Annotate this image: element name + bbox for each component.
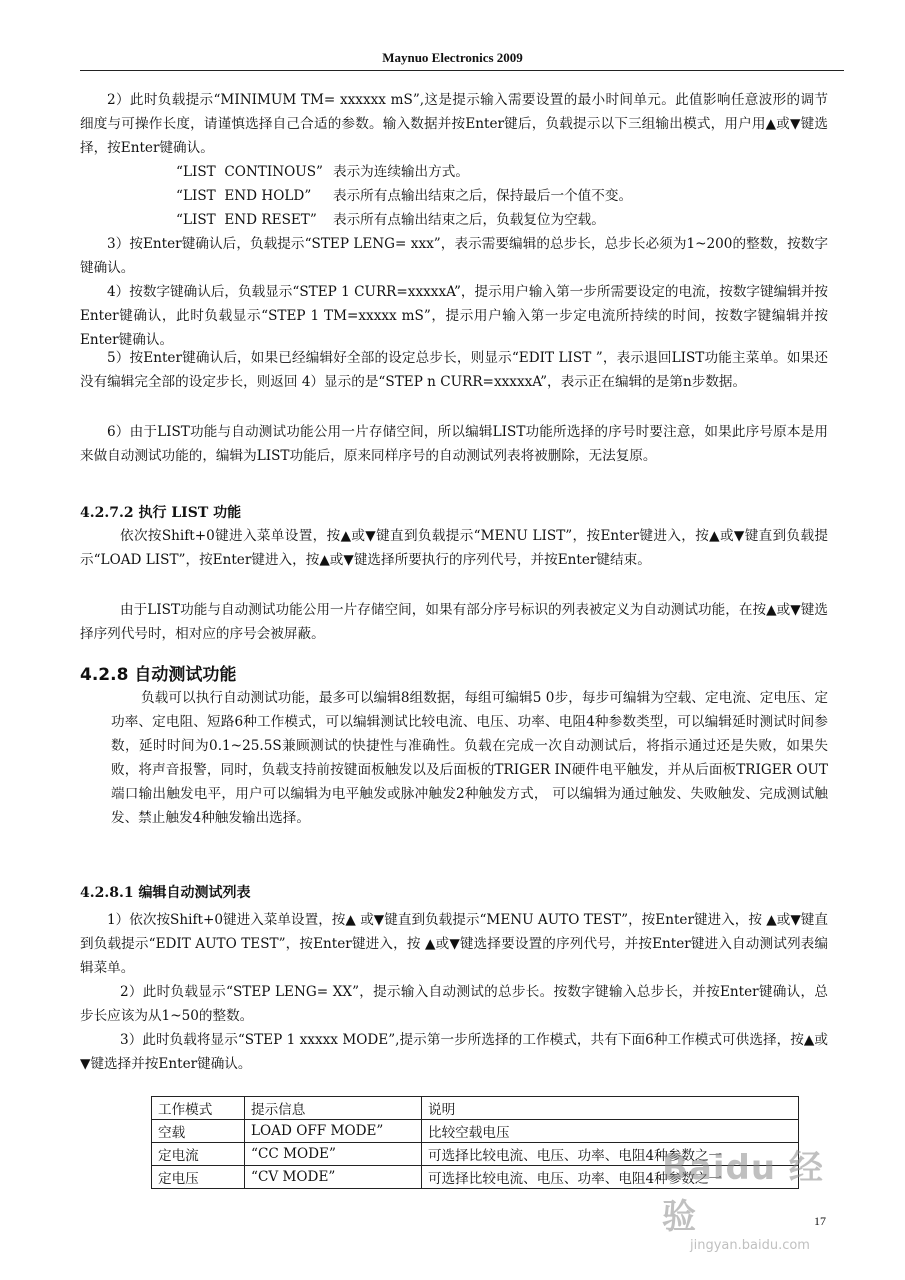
paragraph-step-leng: 3）按Enter键确认后，负载提示“STEP LENG= xxx”，表示需要编辑的总步长，总步长必须为1~200的整数，按数字键确认。 bbox=[80, 236, 828, 276]
heading-4-2-8-1: 4.2.8.1 编辑自动测试列表 bbox=[80, 885, 251, 901]
header-rule bbox=[80, 70, 844, 71]
table-cell: “CC MODE” bbox=[245, 1143, 422, 1166]
mode-code-end-reset: “LIST END RESET” bbox=[176, 212, 317, 228]
table-cell: 定电流 bbox=[152, 1143, 245, 1166]
table-cell: 定电压 bbox=[152, 1166, 245, 1189]
heading-4-2-7-2: 4.2.7.2 执行 LIST 功能 bbox=[80, 505, 242, 521]
table-cell: LOAD OFF MODE” bbox=[245, 1120, 422, 1143]
paragraph-auto-test: 负载可以执行自动测试功能，最多可以编辑8组数据，每组可编辑5 0步，每步可编辑为空载、定电流、定电压、定功率、定电阻、短路6种工作模式，可以编辑测试比较电流、电压、功率、电阻4种参数类型，可以编辑延时测试时间参数，延时时间为0.1~25.5S兼顾测试的快捷性与准确性。负载在完成一次自动测试后，将指示通过还是失败，如果失败，将声音报警，同时，负载支持前按键面板触发以及后面板的TRIGER IN硬件电平触发，并从后面板TRIGER OUT端口输出触发电平，用户可以编辑为电平触发或脉冲触发2种触发方式， 可以编辑为通过触发、失败触发、完成测试触发、禁止触发4种触发输出选择。 bbox=[111, 690, 828, 826]
heading-4-2-8: 4.2.8 自动测试功能 bbox=[80, 665, 237, 685]
table-header-cell: 提示信息 bbox=[245, 1097, 422, 1120]
table-cell: 可选择比较电流、电压、功率、电阻4种参数之一 bbox=[422, 1143, 799, 1166]
paragraph-load-list: 依次按Shift+0键进入菜单设置，按▲或▼键直到负载提示“MENU LIST”，按Enter键进入，按▲或▼键直到负载提示“LOAD LIST”，按Enter键进入，按▲或▼键选择所要执行的序列代号，并按Enter键结束。 bbox=[80, 528, 828, 568]
table-cell: “CV MODE” bbox=[245, 1166, 422, 1189]
mode-code-continous: “LIST CONTINOUS” bbox=[176, 164, 324, 180]
page-number: 17 bbox=[814, 1214, 826, 1228]
table-cell: 空载 bbox=[152, 1120, 245, 1143]
paragraph-edit-list: 5）按Enter键确认后，如果已经编辑好全部的设定总步长，则显示“EDIT LIST ”，表示退回LIST功能主菜单。如果还没有编辑完全部的设定步长，则返回 4）显示的是“STEP n CURR=xxxxxA”，表示正在编辑的是第n步数据。 bbox=[80, 350, 828, 390]
paragraph-step-curr: 4）按数字键确认后，负载显示“STEP 1 CURR=xxxxxA”，提示用户输入第一步所需要设定的电流，按数字键编辑并按Enter键确认，此时负载显示“STEP 1 TM=xxxxx mS”，提示用户输入第一步定电流所持续的时间，按数字键编辑并按Enter键确认。 bbox=[80, 284, 828, 348]
table-header-row bbox=[152, 1097, 799, 1120]
watermark-url: jingyan.baidu.com bbox=[690, 1238, 810, 1253]
paragraph-auto-step-leng: 2）此时负载显示“STEP LENG= XX”，提示输入自动测试的总步长。按数字键输入总步长，并按Enter键确认，总步长应该为从1~50的整数。 bbox=[80, 984, 828, 1024]
paragraph-edit-auto-test: 1）依次按Shift+0键进入菜单设置，按▲ 或▼键直到负载提示“MENU AUTO TEST”，按Enter键进入，按 ▲或▼键直到负载提示“EDIT AUTO TEST”，按Enter键进入，按 ▲或▼键选择要设置的序列代号，并按Enter键进入自动测试列表编辑菜单。 bbox=[80, 912, 828, 976]
mode-desc-continous: 表示为连续输出方式。 bbox=[333, 164, 469, 180]
table-header-cell: 说明 bbox=[422, 1097, 799, 1120]
mode-desc-end-hold: 表示所有点输出结束之后，保持最后一个值不变。 bbox=[333, 188, 633, 204]
paragraph-list-mask: 由于LIST功能与自动测试功能公用一片存储空间，如果有部分序号标识的列表被定义为自动测试功能，在按▲或▼键选择序列代号时，相对应的序号会被屏蔽。 bbox=[80, 602, 828, 642]
mode-code-end-hold: “LIST END HOLD” bbox=[176, 188, 312, 204]
table-cell: 比较空载电压 bbox=[422, 1120, 799, 1143]
paragraph-step-mode: 3）此时负载将显示“STEP 1 xxxxx MODE”,提示第一步所选择的工作模式，共有下面6种工作模式可供选择，按▲或▼键选择并按Enter键确认。 bbox=[80, 1032, 828, 1072]
table-header-cell: 工作模式 bbox=[152, 1097, 245, 1120]
mode-desc-end-reset: 表示所有点输出结束之后，负载复位为空载。 bbox=[333, 212, 605, 228]
paragraph-min-tm: 2）此时负载提示“MINIMUM TM= xxxxxx mS”,这是提示输入需要设置的最小时间单元。此值影响任意波形的调节细度与可操作长度，请谨慎选择自己合适的参数。输入数据并按Enter键后，负载提示以下三组输出模式，用户用▲或▼键选择，按Enter键确认。 bbox=[80, 92, 828, 156]
page-header: Maynuo Electronics 2009 bbox=[382, 50, 523, 65]
paragraph-storage-note: 6）由于LIST功能与自动测试功能公用一片存储空间，所以编辑LIST功能所选择的序号时要注意，如果此序号原本是用来做自动测试功能的，编辑为LIST功能后，原来同样序号的自动测试列表将被删除，无法复原。 bbox=[80, 424, 828, 464]
table-cell: 可选择比较电流、电压、功率、电阻4种参数之一 bbox=[422, 1166, 799, 1189]
watermark-brand: Baidu 经验 bbox=[662, 1148, 824, 1237]
